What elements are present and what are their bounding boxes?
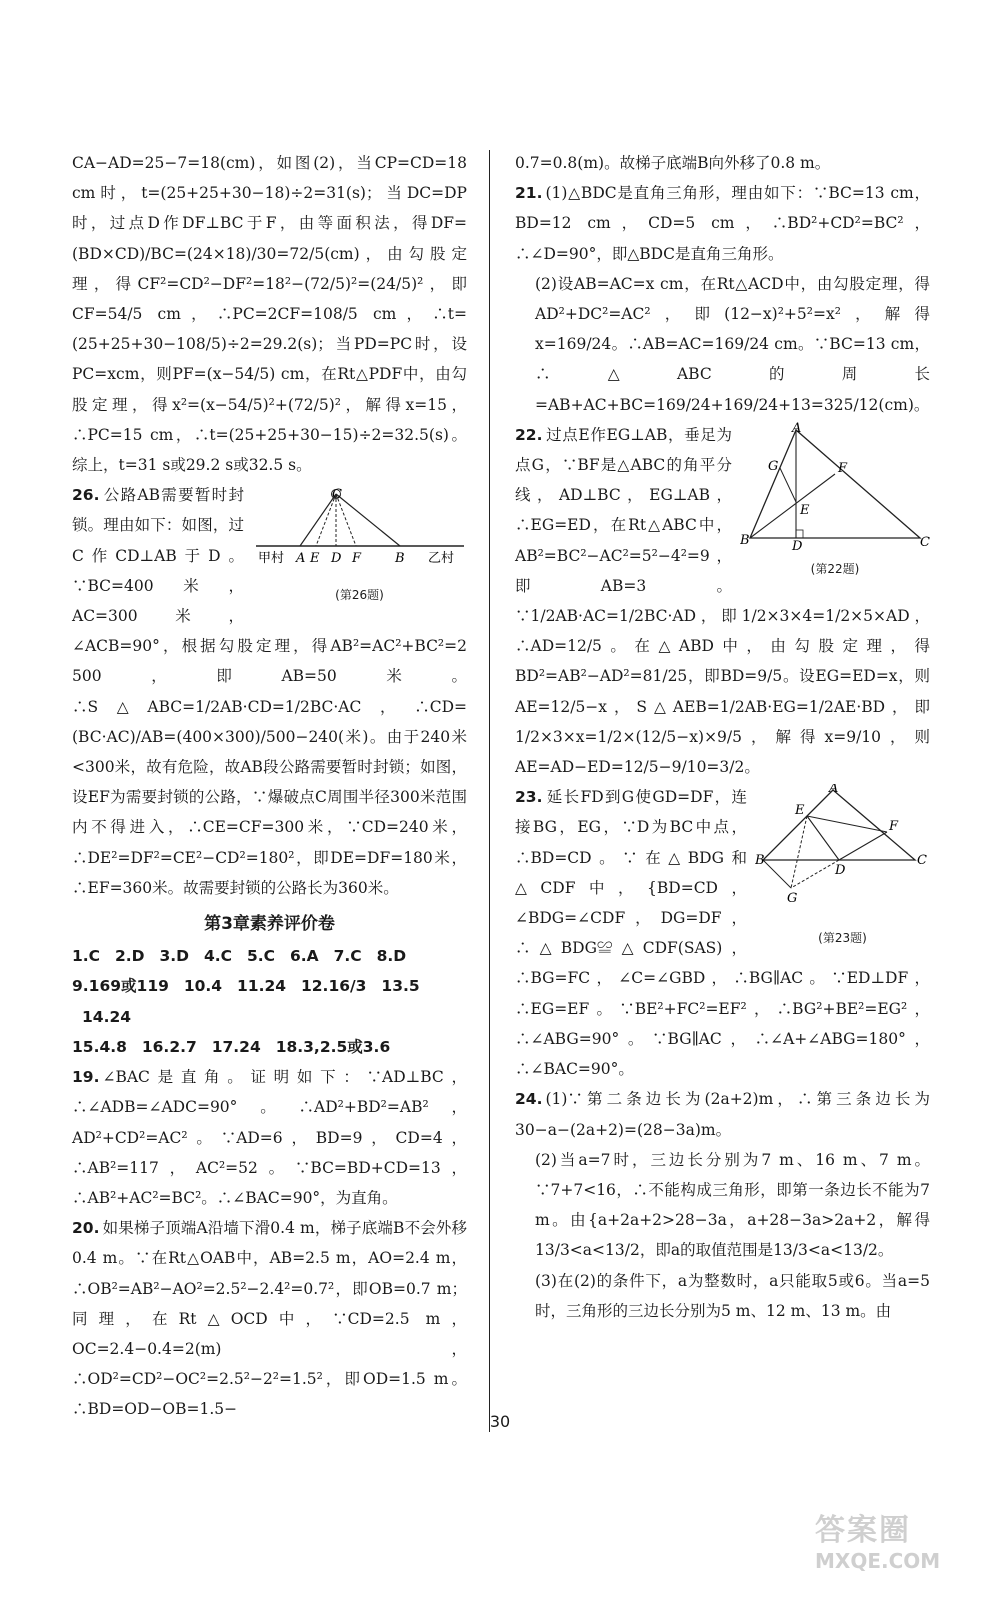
question-19	[72, 1062, 467, 1213]
fig23-label-f: F	[889, 819, 899, 835]
answer-10: 10.4	[183, 977, 223, 996]
fig22-label-f: F	[838, 460, 848, 476]
answer-5: 5.C	[246, 947, 276, 966]
question-19-number: 19.	[72, 1068, 100, 1087]
question-24-part-2: (2)当a=7时，三边长分别为7 m、16 m、7 m。∵7+7<16，∴不能构成三角形，即第一条边长不能为7 m。由{a+2a+2>28−3a，a+28−3a>2a+2，解得13/3<a<13/2，即a的取值范围是13/3<a<13/2。	[535, 1150, 930, 1260]
fig22-label-d: D	[792, 538, 803, 550]
answer-13: 13.5	[381, 977, 420, 996]
answer-7: 7.C	[333, 947, 362, 966]
label-f: F	[352, 551, 362, 567]
watermark-logo	[815, 1505, 985, 1595]
answer-14: 14.24	[82, 1007, 132, 1026]
left-column	[72, 148, 467, 1425]
watermark-text: 答案圈	[815, 1513, 911, 1548]
label-e: E	[310, 551, 320, 567]
page-number: 30	[489, 1412, 511, 1431]
answer-18: 18.3,2.5或3.6	[275, 1037, 391, 1056]
question-24-part-3: (3)在(2)的条件下，a为整数时，a只能取5或6。当a=5时，三角形的三边长分别为5 m、12 m、13 m。由	[535, 1271, 930, 1320]
fig22-label-a: A	[792, 421, 802, 436]
answer-16: 16.2.7	[141, 1037, 197, 1056]
answer-12: 12.16/3	[300, 977, 367, 996]
answer-1: 1.C	[72, 947, 101, 966]
question-21-part-2: (2)设AB=AC=x cm，在Rt△ACD中，由勾股定理，得AD²+DC²=AC²，即(12−x)²+5²=x²，解得x=169/24。∴AB=AC=169/24 cm。∵BC=13 cm，∴△ABC的周长=AB+AC+BC=169/24+169/24+13=325/12(cm)。	[535, 274, 930, 414]
fig22-label-e: E	[800, 502, 810, 518]
question-21-text: (1)△BDC是直角三角形，理由如下：∵BC=13 cm，BD=12 cm，CD=5 cm，∴BD²+CD²=BC²，∴∠D=90°，即△BDC是直角三角形。	[515, 184, 930, 263]
question-22-text: 过点E作EG⊥AB，垂足为点G，∵BF是△ABC的角平分线，AD⊥BC，EG⊥AB，∴EG=ED，在Rt△ABC中，AB²=BC²−AC²=5²−4²=9，即AB=3。∵1/2AB·AC=1/2BC·AD，即1/2×3×4=1/2×5×AD，∴AD=12/5。在△ABD中，由勾股定理，得BD²=AB²−AD²=81/25，即BD=9/5。设EG=ED=x，则AE=12/5−x，S△AEB=1/2AB·EG=1/2AE·BD，即1/2×3×x=1/2×(12/5−x)×9/5，解得x=9/10，则AE=AD−ED=12/5−9/10=3/2。	[515, 425, 930, 777]
label-b: B	[395, 551, 405, 567]
question-22	[515, 420, 930, 782]
question-21	[515, 178, 930, 269]
label-a: A	[296, 551, 306, 567]
right-column	[515, 148, 930, 1326]
fig23-label-g: G	[787, 891, 798, 907]
question-19-text: ∠BAC是直角。证明如下：∵AD⊥BC，∴∠ADB=∠ADC=90°。∴AD²+BD²=AB²，AD²+CD²=AC²。∵AD=6，BD=9，CD=4，∴AB²=117，AC²=52。∵BC=BD+CD=13，∴AB²+AC²=BC²。∴∠BAC=90°，为直角。	[72, 1068, 467, 1207]
figure-23	[755, 784, 930, 947]
fig22-label-b: B	[740, 532, 750, 548]
figure-26	[252, 484, 467, 604]
question-24	[515, 1084, 930, 1144]
question-23-text: 延长FD到G使GD=DF，连接BG，EG，∵D为BC中点，∴BD=CD。∵在△BDG和△CDF中，{BD=CD，∠BDG=∠CDF，DG=DF，∴△BDG≌△CDF(SAS)，∴BG=FC，∠C=∠GBD，∴BG∥AC。∵ED⊥DF，∴EG=EF。∵BE²+FC²=EF²，∴BG²+BE²=EG²，∴∠ABG=90°。∵BG∥AC，∴∠A+∠ABG=180°，∴∠BAC=90°。	[515, 788, 930, 1079]
question-21-number: 21.	[515, 184, 543, 203]
fig22-label-g: G	[768, 458, 779, 474]
fig23-label-c: C	[917, 853, 927, 869]
label-c: C	[332, 487, 342, 503]
q20-continuation: 0.7=0.8(m)。故梯子底端B向外移了0.8 m。	[515, 154, 831, 172]
label-d: D	[331, 551, 342, 567]
figure-26-caption: (第26题)	[335, 588, 384, 603]
answers-row-3	[72, 1032, 467, 1062]
watermark-url: MXQE.COM	[815, 1549, 941, 1573]
figure-23-caption: (第23题)	[818, 931, 867, 946]
figure-22-caption: (第22题)	[810, 562, 860, 577]
label-village-yi: 乙村	[428, 551, 455, 567]
question-22-number: 22.	[515, 425, 543, 444]
figure-26-diagram	[252, 484, 467, 576]
section-title: 第3章素养评价卷	[204, 914, 335, 935]
question-26	[72, 480, 467, 903]
answer-17: 17.24	[211, 1037, 261, 1056]
question-23	[515, 782, 930, 1084]
question-26-text: 公路AB需要暂时封锁。理由如下：如图，过C作CD⊥AB于D。∵BC=400米，AC=300米，∠ACB=90°，根据勾股定理，得AB²=AC²+BC²=2 500，即AB=50米。∴S△ABC=1/2AB·CD=1/2BC·AC，∴CD=(BC·AC)/AB=(400×300)/500−240(米)。由于240米<300米，故有危险，故AB段公路需要暂时封锁；如图，设EF为需要封锁的公路，∵爆破点C周围半径300米范围内不得进入，∴CE=CF=300米，∵CD=240米，∴DE²=DF²=CE²−CD²=180²，即DE=DF=180米，∴EF=360米。故需要封锁的公路长为360米。	[72, 486, 467, 897]
question-20	[72, 1213, 467, 1424]
question-20-number: 20.	[72, 1219, 100, 1238]
question-24-number: 24.	[515, 1090, 543, 1109]
answer-11: 11.24	[237, 977, 287, 996]
figure-23-diagram	[755, 784, 930, 919]
question-24-text: (1)∵第二条边长为(2a+2)m，∴第三条边长为30−a−(2a+2)=(28−3a)m。	[515, 1090, 930, 1139]
question-26-number: 26.	[72, 486, 100, 505]
figure-22-diagram	[740, 422, 930, 550]
answers-row-1	[72, 941, 467, 971]
column-divider	[489, 150, 490, 1432]
fig23-label-a: A	[829, 784, 839, 797]
answer-6: 6.A	[289, 947, 319, 966]
answer-3: 3.D	[159, 947, 190, 966]
answer-4: 4.C	[203, 947, 233, 966]
fig23-label-e: E	[795, 803, 805, 819]
fig23-label-b: B	[755, 853, 765, 869]
label-village-jia: 甲村	[258, 551, 285, 567]
question-20-text: 如果梯子顶端A沿墙下滑0.4 m，梯子底端B不会外移0.4 m。∵在Rt△OAB中，AB=2.5 m，AO=2.4 m，∴OB²=AB²−AO²=2.5²−2.4²=0.7²，即OB=0.7 m；同理，在Rt△OCD中，∵CD=2.5 m，OC=2.4−0.4=2(m)，∴OD²=CD²−OC²=2.5²−2²=1.5²，即OD=1.5 m。∴BD=OD−OB=1.5−	[72, 1219, 467, 1419]
fig23-label-d: D	[835, 863, 846, 879]
q25-continuation: CA−AD=25−7=18(cm)，如图(2)，当CP=CD=18 cm时，t=(25+25+30−18)÷2=31(s)；当DC=DP时，过点D作DF⊥BC于F，由等面积法，得DF=(BD×CD)/BC=(24×18)/30=72/5(cm)，由勾股定理，得CF²=CD²−DF²=18²−(72/5)²=(24/5)²，即CF=54/5 cm，∴PC=2CF=108/5 cm，∴t=(25+25+30−108/5)÷2=29.2(s)；当PD=PC时，设PC=xcm，则PF=(x−54/5) cm，在Rt△PDF中，由勾股定理，得x²=(x−54/5)²+(72/5)²，解得x=15，∴PC=15 cm，∴t=(25+25+30−15)÷2=32.5(s)。综上，t=31 s或29.2 s或32.5 s。	[72, 154, 467, 475]
question-23-number: 23.	[515, 788, 543, 807]
fig22-label-c: C	[920, 534, 930, 550]
answer-9: 9.169或119	[72, 977, 169, 996]
answer-15: 15.4.8	[72, 1037, 127, 1056]
answer-2: 2.D	[115, 947, 145, 966]
answers-row-2	[72, 971, 467, 1031]
figure-22	[740, 422, 930, 578]
answer-8: 8.D	[376, 947, 407, 966]
